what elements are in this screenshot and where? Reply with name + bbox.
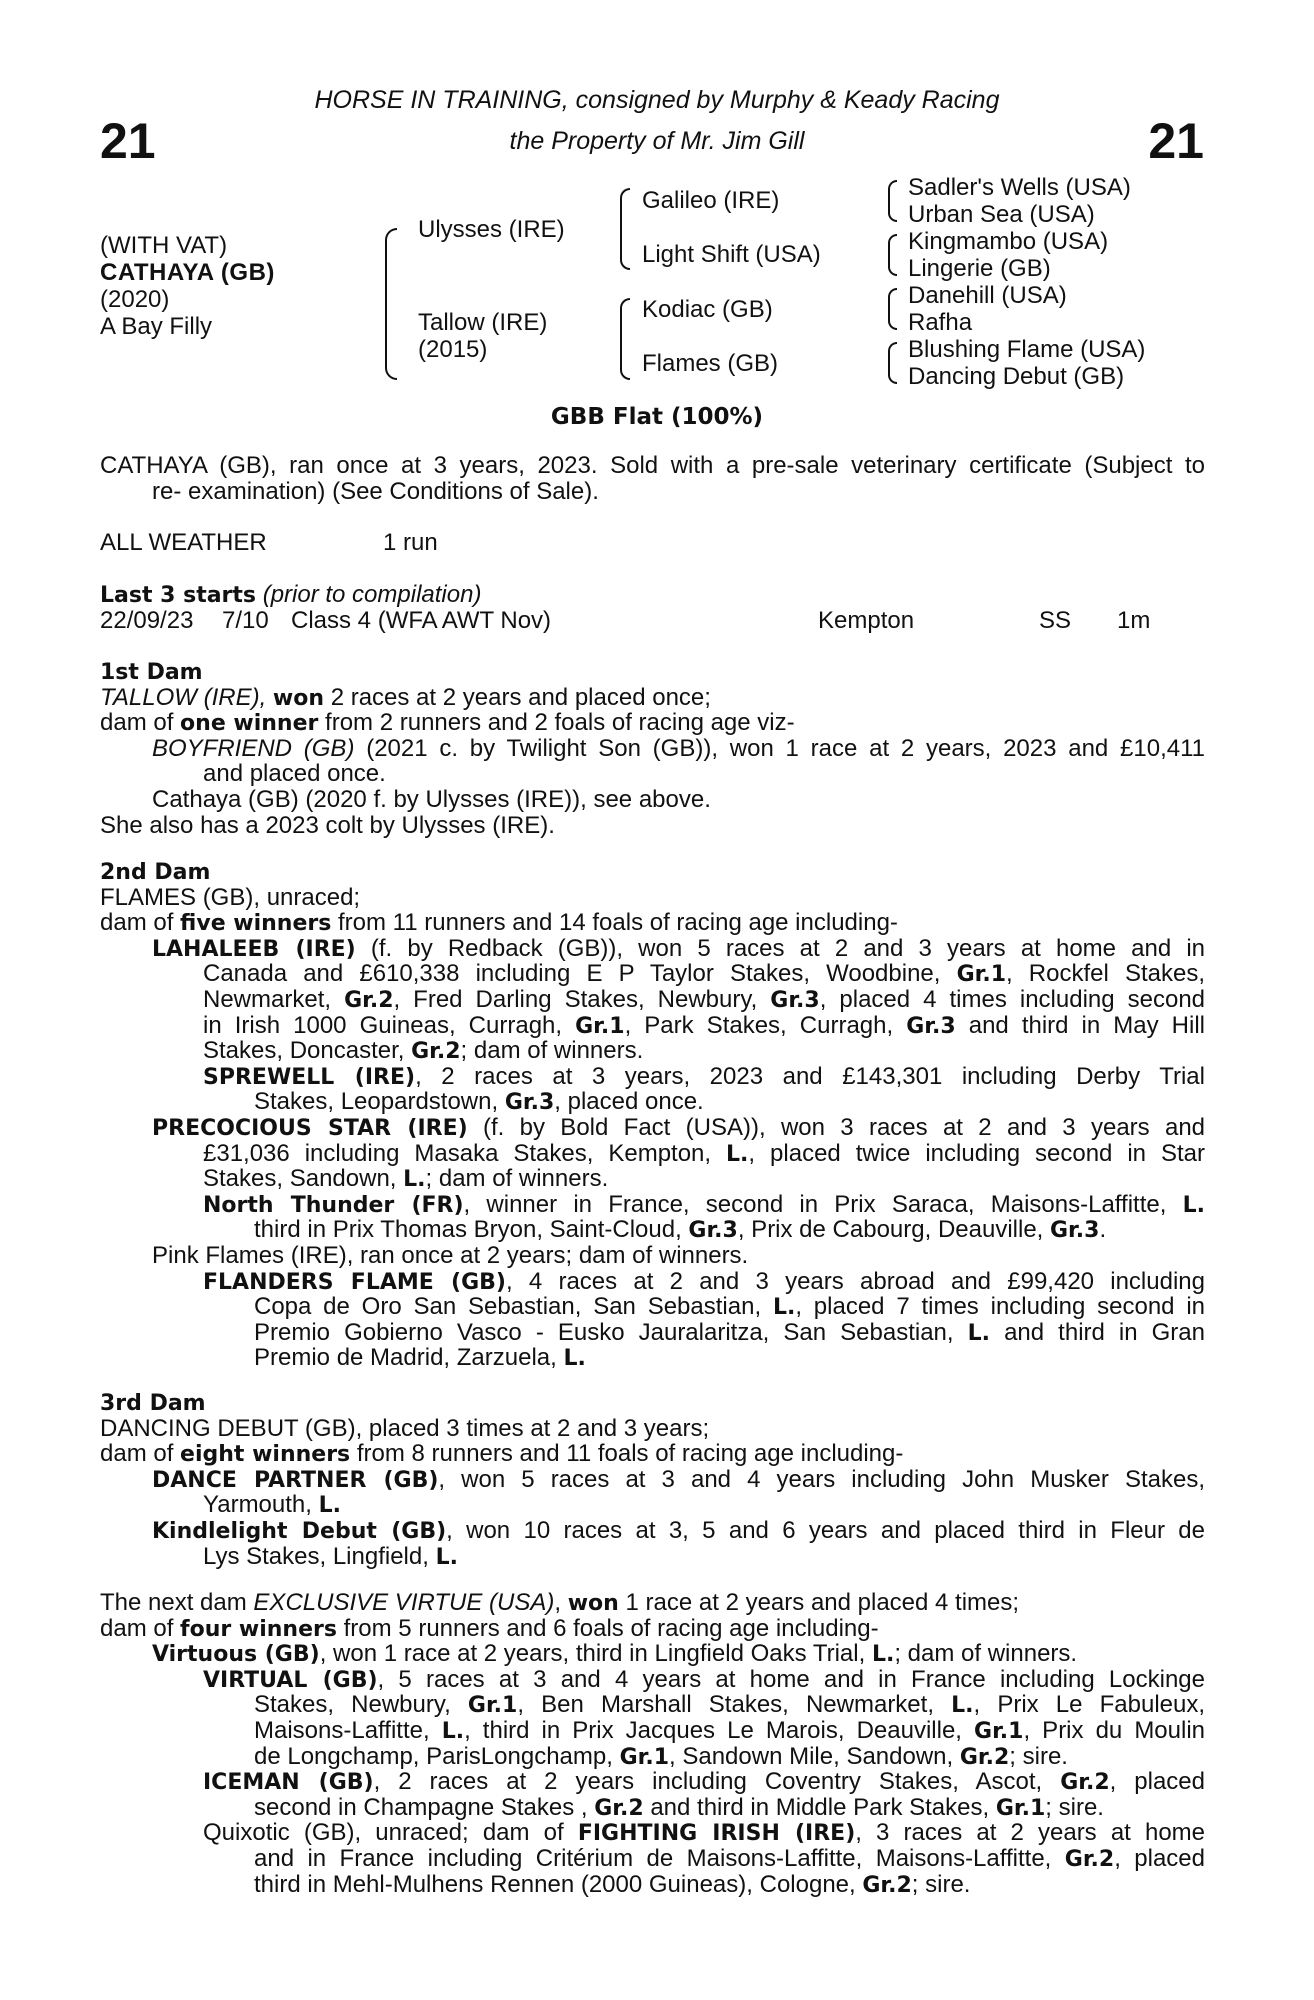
cathaya-entry: Cathaya (GB) (2020 f. by Ulysses (IRE)), see above. (152, 785, 711, 813)
precocious-line-3b: ; dam of winners. (425, 1165, 609, 1193)
consignor-line: HORSE IN TRAINING, consigned by Murphy & Keady Racing (314, 86, 1000, 114)
boyfriend-record-cont: and placed once. (203, 760, 386, 788)
virtual-line-4c: ; sire. (1009, 1742, 1068, 1770)
iceman-name: ICEMAN (GB) (203, 1770, 374, 1795)
virtual-line-3b: , third in Prix Jacques Le Marois, Deauville, (464, 1717, 962, 1744)
next-dam-section (100, 1590, 1205, 1897)
grade-mark: Gr.3 (504, 1090, 555, 1116)
dam2-damof: dam of (100, 909, 174, 937)
last-starts-title: Last 3 starts (100, 583, 257, 608)
dam3-name: DANCING DEBUT (GB), placed 3 times at 2 and 3 years; (100, 1414, 710, 1442)
precocious-line-2b: , placed twice including second in Star (748, 1140, 1205, 1167)
flanders-line-2b: , placed 7 times including second in (795, 1294, 1205, 1320)
horse-year: (2020) (100, 286, 170, 313)
start-race: Class 4 (WFA AWT Nov) (291, 607, 552, 634)
start-going: SS (1039, 607, 1072, 634)
flanders-line-2: Copa de Oro San Sebastian, San Sebastian, (254, 1294, 762, 1320)
virtuous-name: Virtuous (GB) (152, 1642, 320, 1668)
brace-sire-dam-top (385, 228, 397, 305)
intro-line-2: re- examination) (See Conditions of Sale). (152, 477, 599, 505)
grandsire-1: Galileo (IRE) (642, 187, 780, 214)
precocious-line-1: (f. by Bold Fact (USA)), won 3 races at 2 and 3 years and (483, 1114, 1205, 1141)
iceman-line-2c: ; sire. (1045, 1793, 1104, 1821)
great-grandparent-1: Sadler's Wells (USA) (908, 174, 1131, 201)
all-weather-value: 1 run (383, 529, 438, 556)
grade-mark: Gr.3 (770, 987, 820, 1013)
lahaleeb-line-4: in Irish 1000 Guineas, Curragh, (203, 1012, 563, 1039)
grade-mark: Gr.1 (974, 1718, 1024, 1744)
dam1-won: won (272, 685, 325, 711)
third-dam-section (100, 1390, 1205, 1569)
start-course: Kempton (818, 607, 915, 634)
granddam-1: Light Shift (USA) (642, 241, 821, 268)
virtual-line-2b: , Ben Marshall Stakes, Newmarket, (517, 1692, 934, 1718)
dam1-winners: one winner (180, 711, 319, 737)
lot-number-right: 21 (1148, 113, 1204, 169)
vat-label: (WITH VAT) (100, 232, 228, 259)
precocious-line-3: Stakes, Sandown, (203, 1165, 397, 1193)
iceman-line-2b: and third in Middle Park Stakes, (650, 1793, 990, 1821)
intro-line-1: CATHAYA (GB), ran once at 3 years, 2023. Sold with a pre-sale veterinary certificate (Subject to (100, 453, 1205, 479)
grade-mark: L. (871, 1642, 895, 1668)
brace-dam-parents-bottom (620, 338, 630, 380)
dam3-winners: eight winners (180, 1442, 351, 1468)
virtual-line-2: Stakes, Newbury, (254, 1692, 451, 1718)
north-thunder-name: North Thunder (FR) (203, 1192, 464, 1218)
lahaleeb-line-3: Newmarket, (203, 986, 332, 1013)
grade-mark: Gr.3 (688, 1218, 738, 1244)
dam2-runners: from 11 runners and 14 foals of racing age including- (338, 909, 898, 937)
virtual-line-4: de Longchamp, ParisLongchamp, (254, 1742, 613, 1770)
intro-paragraph (100, 453, 1205, 504)
start-distance: 1m (1117, 607, 1151, 634)
lahaleeb-line-3c: , placed 4 times including second (819, 986, 1205, 1013)
dam3-runners: from 8 runners and 11 foals of racing age including- (356, 1440, 904, 1468)
grandsire-2: Kodiac (GB) (642, 296, 773, 323)
quixotic-line-1b: , 3 races at 2 years at home (855, 1820, 1205, 1846)
next-dam-runners: from 5 runners and 6 foals of racing age including- (343, 1614, 879, 1642)
last-starts-heading (100, 582, 481, 609)
quixotic-line-3: third in Mehl-Mulhens Rennen (2000 Guineas), Cologne, (254, 1870, 856, 1898)
kindlelight-line-1: , won 10 races at 3, 5 and 6 years and placed third in Fleur de (446, 1517, 1205, 1544)
second-dam-section (100, 859, 1205, 1371)
next-dam-won: won (567, 1591, 619, 1616)
granddam-2: Flames (GB) (642, 350, 779, 377)
brace-gg-4-top (888, 342, 897, 364)
brace-sire-parents-bottom (620, 228, 630, 270)
dam: Tallow (IRE) (418, 309, 548, 336)
next-dam-intro: The next dam (100, 1589, 247, 1616)
quixotic-line-3b: ; sire. (911, 1870, 971, 1898)
grade-mark: Gr.3 (1050, 1218, 1100, 1244)
grade-mark: L. (563, 1346, 586, 1372)
lahaleeb-line-4c: and third in May Hill (968, 1012, 1205, 1039)
boyfriend-name: BOYFRIEND (GB) (152, 735, 355, 762)
brace-sire-dam-bottom (385, 303, 397, 380)
flanders-flame-name: FLANDERS FLAME (GB) (203, 1269, 506, 1295)
next-dam-comma: , (554, 1589, 562, 1616)
grade-mark: Gr.1 (575, 1013, 625, 1039)
lahaleeb-name: LAHALEEB (IRE) (152, 936, 356, 962)
brace-dam-parents-top (620, 298, 630, 340)
kindlelight-name: Kindlelight Debut (GB) (152, 1518, 447, 1544)
lahaleeb-line-5: Stakes, Doncaster, (203, 1037, 405, 1065)
great-grandparent-6: Rafha (908, 309, 973, 336)
grade-mark: L. (951, 1693, 974, 1718)
north-thunder-line-2c: . (1099, 1216, 1107, 1244)
start-date: 22/09/23 (100, 607, 194, 634)
brace-gg-2-top (888, 234, 897, 256)
dam1-damof: dam of (100, 709, 174, 737)
precocious-star-name: PRECOCIOUS STAR (IRE) (152, 1115, 468, 1141)
grade-mark: Gr.1 (619, 1744, 670, 1770)
horse-name (100, 259, 275, 286)
grade-mark: L. (772, 1295, 796, 1320)
brace-sire-parents-top (620, 188, 630, 230)
great-grandparent-8: Dancing Debut (GB) (908, 363, 1125, 390)
dance-partner-line-1: , won 5 races at 3 and 4 years including John Musker Stakes, (438, 1466, 1205, 1493)
boyfriend-record: (2021 c. by Twilight Son (GB)), won 1 race at 2 years, 2023 and £10,411 (366, 735, 1205, 762)
dam2-name: FLAMES (GB), unraced; (100, 883, 361, 911)
lahaleeb-line-2b: , Rockfel Stakes, (1006, 961, 1205, 987)
north-thunder-line-2b: , Prix de Cabourg, Deauville, (737, 1216, 1044, 1244)
lot-number-left: 21 (100, 113, 156, 169)
flanders-line-3: Premio Gobierno Vasco - Eusko Jauralaritza, San Sebastian, (254, 1319, 954, 1346)
brace-gg-1-top (888, 180, 897, 202)
quixotic-entry: Quixotic (GB), unraced; dam of (203, 1820, 564, 1846)
flanders-line-1: , 4 races at 2 and 3 years abroad and £99,420 including (505, 1268, 1205, 1295)
grade-mark: Gr.1 (467, 1693, 518, 1718)
virtual-line-1: , 5 races at 3 and 4 years at home and in France including Lockinge (377, 1666, 1205, 1693)
precocious-line-2: £31,036 including Masaka Stakes, Kempton, (203, 1140, 712, 1167)
sire: Ulysses (IRE) (418, 216, 565, 243)
next-dam-name: EXCLUSIVE VIRTUE (USA) (253, 1589, 555, 1616)
iceman-line-1: , 2 races at 2 years including Coventry Stakes, Ascot, (373, 1769, 1043, 1795)
quixotic-line-2b: , placed (1114, 1845, 1205, 1872)
next-dam-winners: four winners (180, 1616, 337, 1642)
sprewell-name: SPREWELL (IRE) (203, 1064, 416, 1090)
virtuous-line-1b: ; dam of winners. (894, 1640, 1078, 1668)
lahaleeb-line-4b: , Park Stakes, Curragh, (624, 1012, 894, 1039)
grade-mark: Gr.3 (906, 1013, 956, 1039)
north-thunder-line-2: third in Prix Thomas Bryon, Saint-Cloud, (254, 1216, 682, 1244)
brace-gg-3-top (888, 288, 897, 310)
grade-mark: L. (1182, 1192, 1205, 1218)
grade-mark: Gr.2 (344, 987, 394, 1013)
grade-mark: L. (726, 1141, 749, 1167)
sprewell-line-1: , 2 races at 3 years, 2023 and £143,301 including Derby Trial (415, 1063, 1205, 1090)
iceman-line-2: second in Champagne Stakes , (254, 1793, 588, 1821)
north-thunder-line-1: , winner in France, second in Prix Saraca, Maisons-Laffitte, (463, 1191, 1167, 1218)
virtuous-line-1: , won 1 race at 2 years, third in Lingfield Oaks Trial, (319, 1640, 866, 1668)
dam2-winners: five winners (180, 911, 332, 937)
dam-year: (2015) (418, 336, 488, 363)
third-dam-heading: 3rd Dam (100, 1391, 206, 1416)
next-dam-damof: dam of (100, 1614, 174, 1642)
first-dam-heading: 1st Dam (100, 660, 203, 685)
sprewell-line-2b: , placed once. (554, 1088, 704, 1116)
start-position: 7/10 (222, 607, 269, 634)
virtual-line-3: Maisons-Laffitte, (254, 1717, 430, 1744)
quixotic-line-2: and in France including Critérium de Maisons-Laffitte, Maisons-Laffitte, (254, 1845, 1052, 1872)
dam1-name: TALLOW (IRE), (100, 683, 267, 711)
grade-mark: Gr.1 (995, 1795, 1046, 1821)
last-starts-note: (prior to compilation) (262, 581, 482, 608)
first-dam-section (100, 659, 1205, 838)
brace-gg-4-bottom (888, 362, 897, 384)
great-grandparent-2: Urban Sea (USA) (908, 201, 1095, 228)
grade-mark: Gr.2 (411, 1039, 461, 1065)
brace-gg-3-bottom (888, 308, 897, 330)
lahaleeb-line-1: (f. by Redback (GB)), won 5 races at 2 and 3 years at home and in (370, 935, 1205, 962)
all-weather-label: ALL WEATHER (100, 529, 267, 556)
grade-mark: Gr.2 (959, 1744, 1010, 1770)
grade-mark: Gr.2 (1064, 1846, 1115, 1872)
virtual-line-4b: , Sandown Mile, Sandown, (669, 1742, 954, 1770)
flanders-line-4: Premio de Madrid, Zarzuela, (254, 1344, 557, 1372)
grade-mark: L. (435, 1544, 458, 1570)
kindlelight-line-2: Lys Stakes, Lingfield, (203, 1542, 429, 1570)
grade-mark: Gr.2 (1060, 1770, 1110, 1795)
dance-partner-name: DANCE PARTNER (GB) (152, 1467, 439, 1493)
next-dam-record: 1 race at 2 years and placed 4 times; (625, 1589, 1020, 1616)
lahaleeb-line-2: Canada and £610,338 including E P Taylor Stakes, Woodbine, (203, 961, 941, 987)
grade-mark: L. (403, 1167, 426, 1193)
dam1-colt-note: She also has a 2023 colt by Ulysses (IRE). (100, 811, 555, 839)
dam3-damof: dam of (100, 1440, 174, 1468)
great-grandparent-4: Lingerie (GB) (908, 255, 1051, 282)
fighting-irish-name: FIGHTING IRISH (IRE) (577, 1821, 856, 1846)
great-grandparent-7: Blushing Flame (USA) (908, 336, 1146, 363)
iceman-line-1b: , placed (1109, 1769, 1205, 1795)
brace-gg-2-bottom (888, 254, 897, 276)
virtual-name: VIRTUAL (GB) (203, 1667, 378, 1693)
grade-mark: Gr.2 (594, 1795, 644, 1821)
property-line: the Property of Mr. Jim Gill (509, 127, 805, 155)
gbb-rating: GBB Flat (100%) (550, 404, 764, 430)
grade-mark: L. (967, 1320, 991, 1346)
horse-description: A Bay Filly (100, 313, 213, 340)
lahaleeb-line-3b: , Fred Darling Stakes, Newbury, (393, 986, 758, 1013)
grade-mark: L. (318, 1493, 341, 1519)
flanders-line-3b: and third in Gran (1004, 1319, 1205, 1346)
second-dam-heading: 2nd Dam (100, 860, 211, 885)
horse-name-text: CATHAYA (GB) (100, 259, 275, 286)
grade-mark: Gr.2 (862, 1872, 912, 1898)
virtual-line-2c: , Prix Le Fabuleux, (973, 1692, 1205, 1718)
great-grandparent-3: Kingmambo (USA) (908, 228, 1109, 255)
virtual-line-3c: , Prix du Moulin (1023, 1717, 1205, 1744)
grade-mark: L. (441, 1718, 465, 1744)
dam1-record: 2 races at 2 years and placed once; (330, 683, 711, 711)
lahaleeb-line-5b: ; dam of winners. (460, 1037, 644, 1065)
brace-gg-1-bottom (888, 200, 897, 222)
dam1-runners: from 2 runners and 2 foals of racing age viz- (325, 709, 795, 737)
grade-mark: Gr.1 (956, 962, 1007, 987)
sprewell-line-2: Stakes, Leopardstown, (254, 1088, 499, 1116)
great-grandparent-5: Danehill (USA) (908, 282, 1067, 309)
dance-partner-line-2: Yarmouth, (203, 1491, 312, 1519)
pink-flames-entry: Pink Flames (IRE), ran once at 2 years; dam of winners. (152, 1241, 749, 1269)
